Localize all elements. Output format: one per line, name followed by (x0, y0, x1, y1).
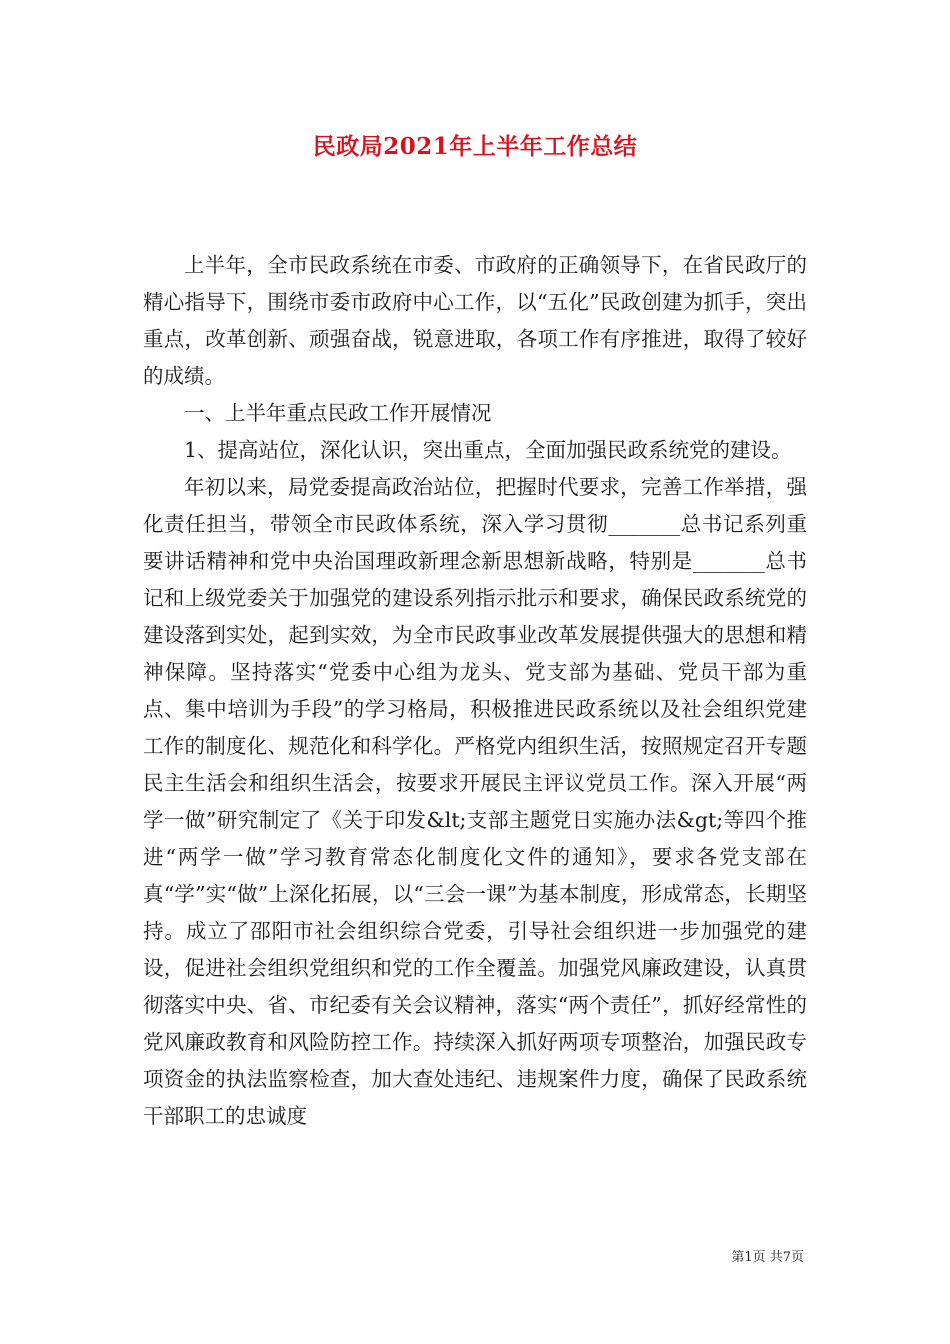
document-body (143, 247, 807, 1135)
section-heading: 一、上半年重点民政工作开展情况 (184, 401, 492, 425)
page-number: 第1页 共7页 (731, 1250, 804, 1265)
document-title: 民政局2021年上半年工作总结 (312, 133, 638, 160)
paragraph-intro: 上半年，全市民政系统在市委、市政府的正确领导下，在省民政厅的精心指导下，围绕市委市政府中心工作，以“五化”民政创建为抓手，突出重点，改革创新、顽强奋战，锐意进取，各项工作有序推进，取得了较好的成绩。 (143, 253, 807, 388)
subsection-heading: 1、提高站位，深化认识，突出重点，全面加强民政系统党的建设。 (184, 438, 792, 462)
paragraph-party-building: 年初以来，局党委提高政治站位，把握时代要求，完善工作举措，强化责任担当，带领全市民政体系统，深入学习贯彻_______总书记系列重要讲话精神和党中央治国理政新理念新思想新战略，特别是_______总书记和上级党委关于加强党的建设系列指示批示和要求，确保民政系统党的建设落到实处，起到实效，为全市民政事业改革发展提供强大的思想和精神保障。坚持落实“党委中心组为龙头、党支部为基础、党员干部为重点、集中培训为手段”的学习格局，积极推进民政系统以及社会组织党建工作的制度化、规范化和科学化。严格党内组织生活，按照规定召开专题民主生活会和组织生活会，按要求开展民主评议党员工作。深入开展“两学一做”研究制定了《关于印发&lt;支部主题党日实施办法&gt;等四个推进“两学一做”学习教育常态化制度化文件的通知》，要求各党支部在真“学”实“做”上深化拓展，以“三会一课”为基本制度，形成常态，长期坚持。成立了邵阳市社会组织综合党委，引导社会组织进一步加强党的建设，促进社会组织党组织和党的工作全覆盖。加强党风廉政建设，认真贯彻落实中央、省、市纪委有关会议精神，落实“两个责任”，抓好经常性的党风廉政教育和风险防控工作。持续深入抓好两项专项整治，加强民政专项资金的执法监察检查，加大查处违纪、违规案件力度，确保了民政系统干部职工的忠诚度 (143, 475, 807, 1128)
